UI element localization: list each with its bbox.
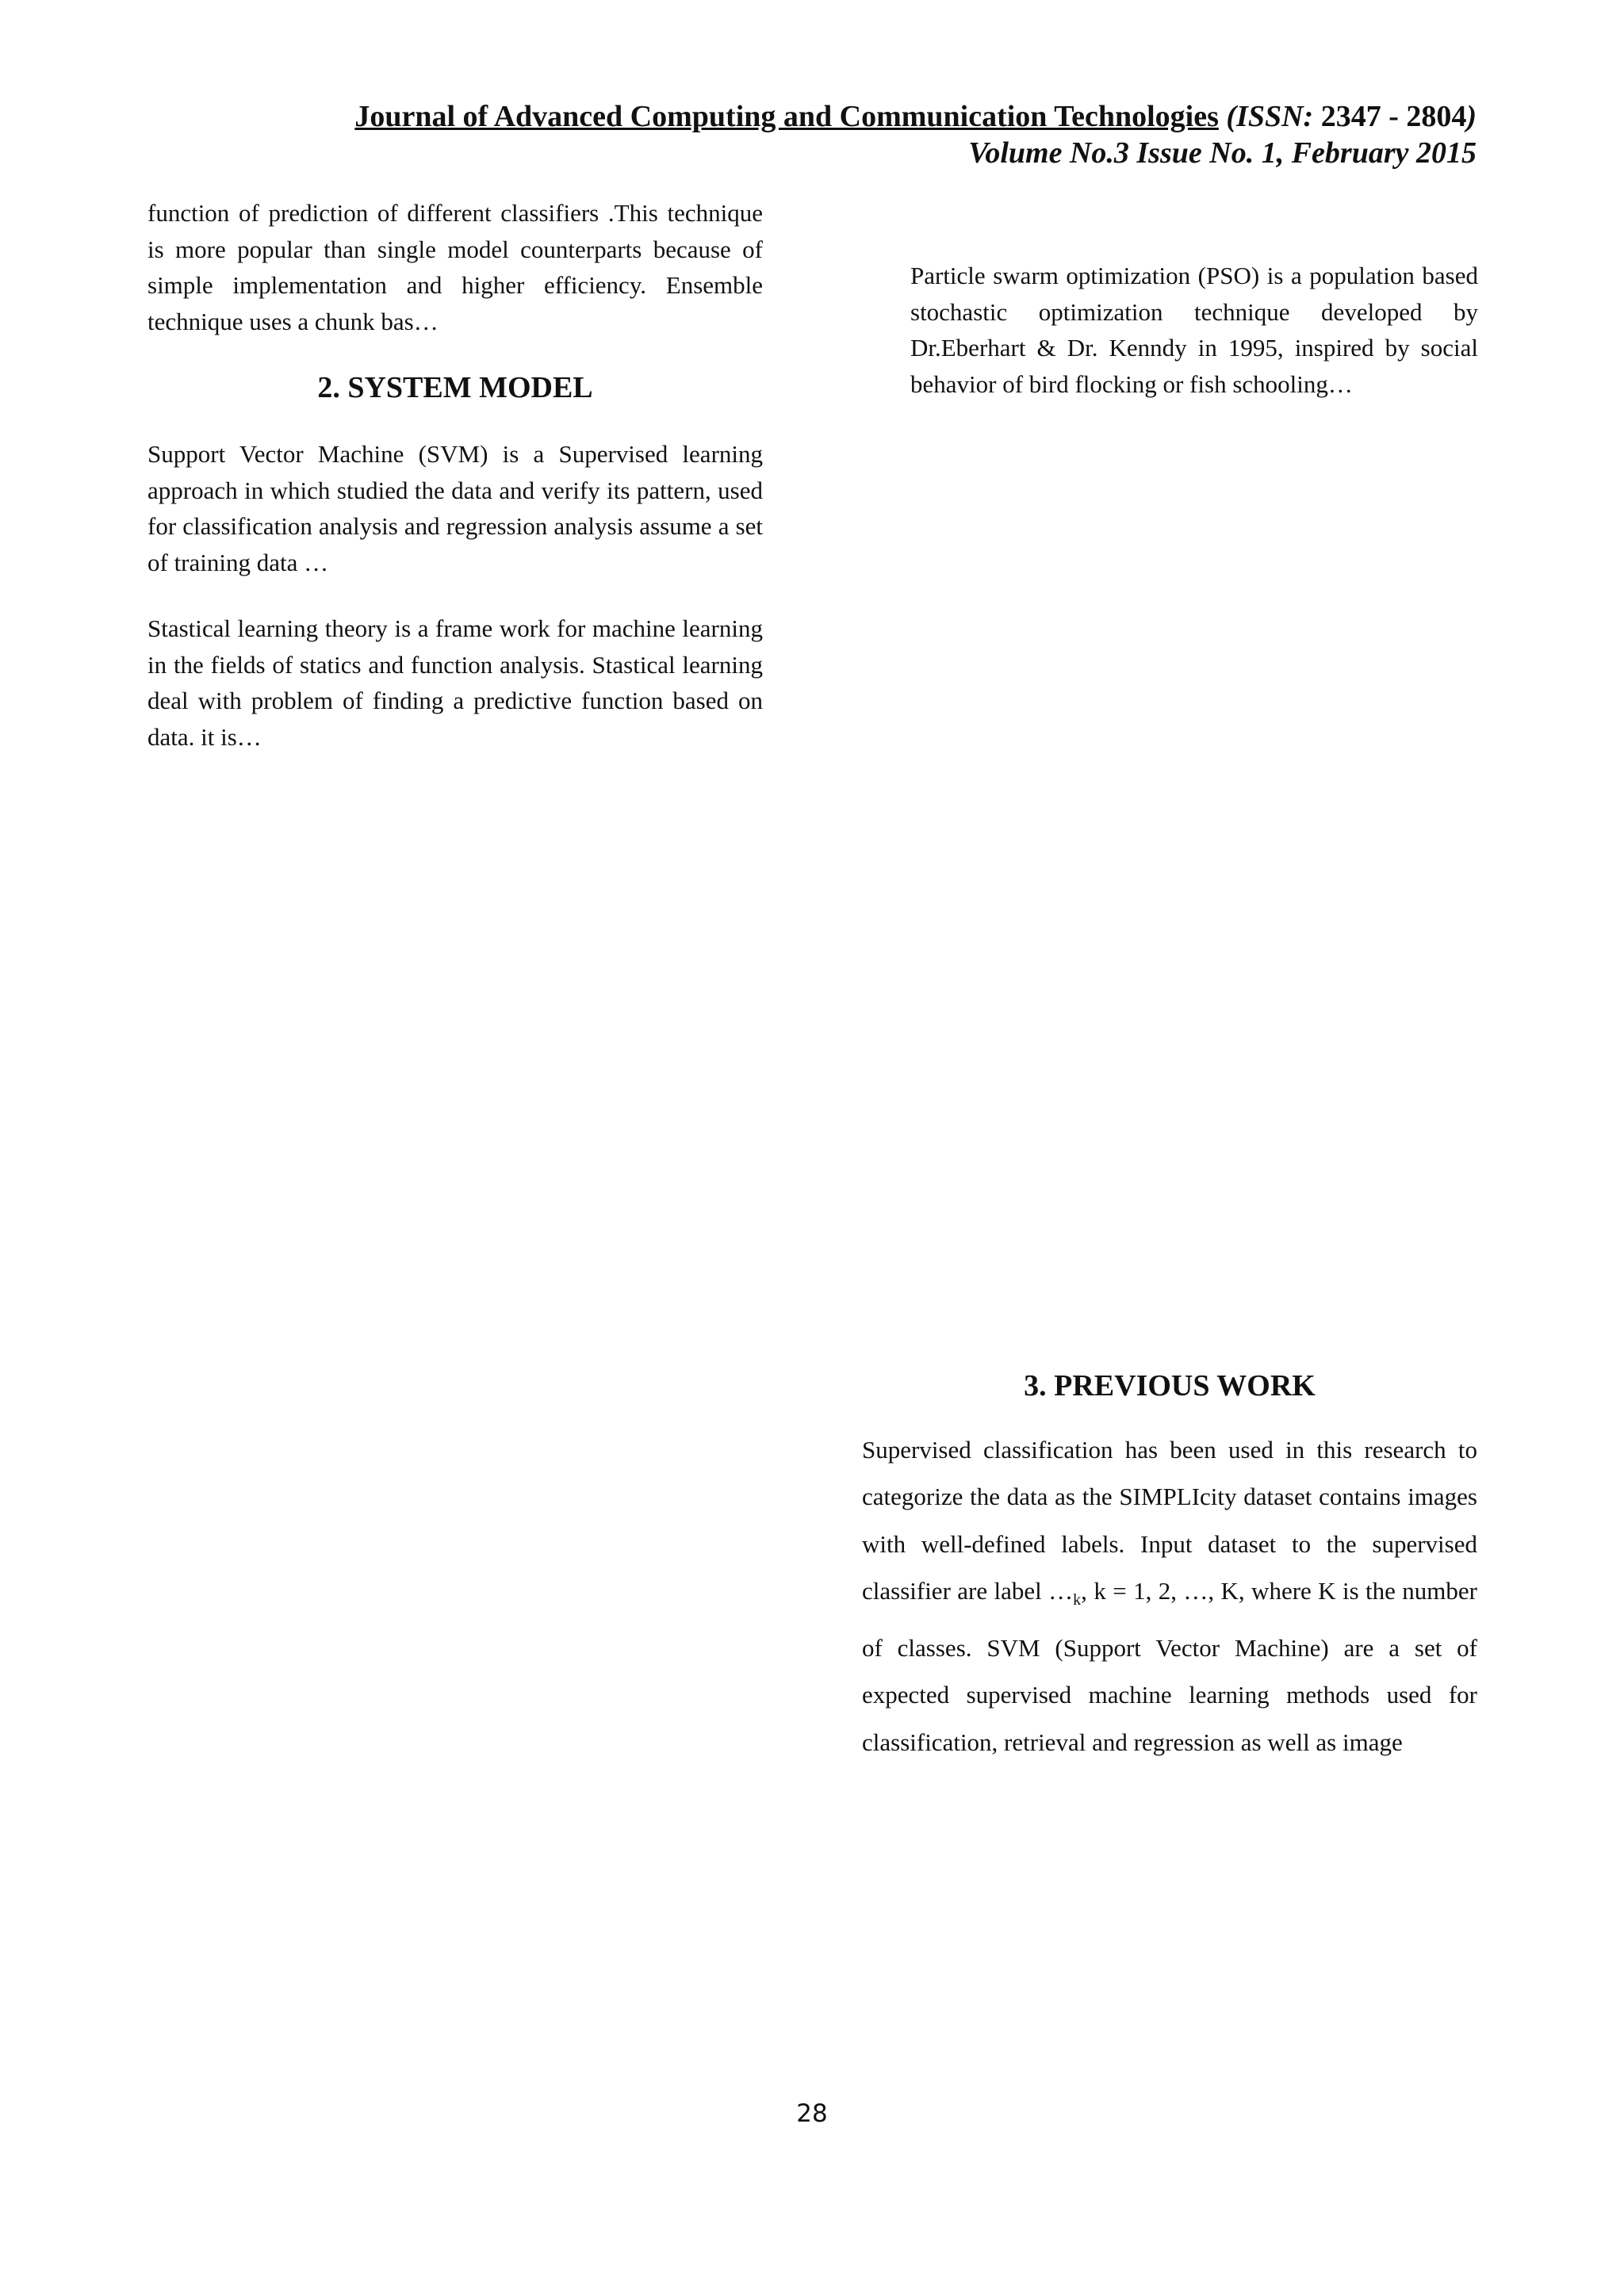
- paragraph-ensemble: function of prediction of different classifiers .This technique is more popular than single model counterparts because of simple implementation and higher efficiency. Ensemble technique uses a chunk bas…: [147, 199, 763, 335]
- page-number: 28: [796, 2099, 828, 2128]
- right-column-lower: [862, 1368, 1477, 1766]
- paragraph-previous-work: [862, 1426, 1477, 1766]
- issn-number: 2347 - 2804: [1313, 100, 1467, 133]
- journal-header: [354, 98, 1477, 135]
- section-heading-previous-work: 3. PREVIOUS WORK: [1024, 1369, 1316, 1402]
- paragraph-statistical-learning: Stastical learning theory is a frame work for machine learning in the fields of statics and function analysis. Stastical learning deal with problem of finding a predictive function based on data. it is…: [147, 614, 763, 751]
- issn-label: (ISSN:: [1226, 100, 1314, 133]
- right-column-upper: [910, 258, 1478, 402]
- volume-issue: Volume No.3 Issue No. 1, February 2015: [968, 136, 1477, 170]
- paragraph-svm: Support Vector Machine (SVM) is a Supervised learning approach in which studied the data and verify its pattern, used for classification analysis and regression analysis assume a set of training data …: [147, 440, 763, 576]
- journal-title: Journal of Advanced Computing and Communication Technologies: [354, 100, 1219, 133]
- paragraph-pso: Particle swarm optimization (PSO) is a population based stochastic optimization technique developed by Dr.Eberhart & Dr. Kenndy in 1995, inspired by social behavior of bird flocking or fish schooling…: [910, 262, 1478, 398]
- previous-work-text-a: Supervised classification has been used in this research to categorize the data as the SIMPLIcity dataset contains images with well-defined labels. Input dataset to the supervised classifier are label …: [862, 1436, 1477, 1605]
- subscript-k: k: [1073, 1591, 1082, 1609]
- left-column: [147, 195, 763, 755]
- issn-close: ): [1466, 100, 1477, 133]
- section-heading-system-model: 2. SYSTEM MODEL: [317, 371, 593, 404]
- previous-work-text-b: , k = 1, 2, …, K, where K is the number of classes. SVM (Support Vector Machine) are a set of expected supervised machine learning methods used for classification, retrieval and regression as well as image: [862, 1577, 1477, 1756]
